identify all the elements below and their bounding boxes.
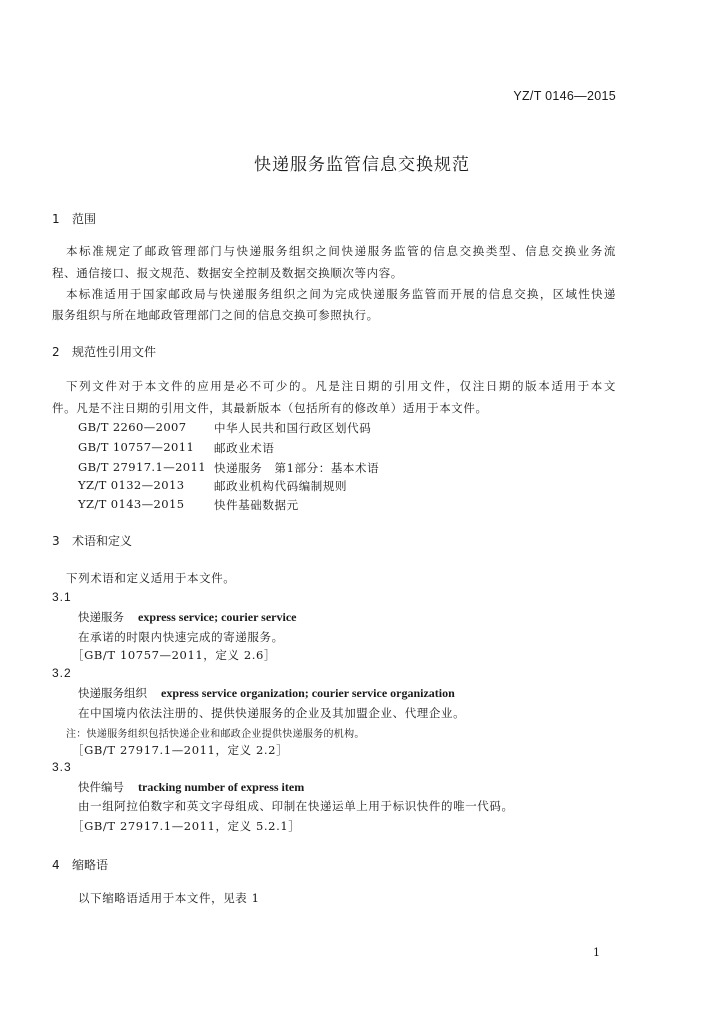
section-title: 范围	[72, 212, 97, 226]
term-english: express service organization; courier service organization	[161, 686, 455, 700]
term-source: ［GB/T 27917.1—2011，定义 5.2.1］	[72, 819, 301, 833]
term-heading	[78, 609, 296, 625]
section-3-heading	[52, 532, 132, 549]
reference-name: 快递服务 第1部分：基本术语	[214, 461, 380, 475]
scope-para1-line2: 程、通信接口、报文规范、数据安全控制及数据交换顺次等内容。	[52, 266, 403, 280]
term-english: tracking number of express item	[138, 780, 305, 794]
scope-para2-line2: 服务组织与所在地邮政管理部门之间的信息交换可参照执行。	[52, 308, 379, 322]
section-title: 术语和定义	[72, 534, 133, 548]
reference-code: YZ/T 0132—2013	[78, 478, 185, 492]
terms-intro: 下列术语和定义适用于本文件。	[66, 571, 236, 585]
section-title: 规范性引用文件	[72, 345, 157, 359]
term-number: 3.3	[52, 760, 72, 774]
term-definition: 由一组阿拉伯数字和英文字母组成、印制在快递运单上用于标识快件的唯一代码。	[78, 799, 514, 813]
scope-para2-line1: 本标准适用于国家邮政局与快递服务组织之间为完成快递服务监管而开展的信息交换，区域性快递	[66, 287, 616, 301]
standard-code: YZ/T 0146—2015	[513, 89, 616, 103]
term-chinese: 快递服务组织	[78, 686, 147, 700]
reference-name: 快件基础数据元	[214, 498, 299, 512]
term-chinese: 快件编号	[78, 780, 124, 794]
term-heading	[78, 779, 304, 795]
section-1-heading	[52, 210, 96, 227]
reference-code: GB/T 10757—2011	[78, 440, 195, 454]
section-2-heading	[52, 343, 156, 360]
section-number: 4	[52, 858, 60, 872]
references-intro-line1: 下列文件对于本文件的应用是必不可少的。凡是注日期的引用文件，仅注日期的版本适用于本文	[66, 379, 616, 393]
page-number: 1	[593, 946, 600, 959]
section-number: 1	[52, 212, 60, 226]
section-number: 3	[52, 534, 60, 548]
abbreviations-intro: 以下缩略语适用于本文件，见表 1	[78, 891, 260, 905]
reference-code: GB/T 27917.1—2011	[78, 460, 206, 474]
reference-code: YZ/T 0143—2015	[78, 497, 185, 511]
reference-name: 邮政业术语	[214, 441, 275, 455]
term-source: ［GB/T 27917.1—2011，定义 2.2］	[72, 743, 289, 757]
term-english: express service; courier service	[138, 610, 297, 624]
reference-name: 中华人民共和国行政区划代码	[214, 421, 372, 435]
scope-para1-line1: 本标准规定了邮政管理部门与快递服务组织之间快递服务监管的信息交换类型、信息交换业务流	[66, 244, 616, 258]
term-heading	[78, 685, 455, 701]
term-chinese: 快递服务	[78, 610, 124, 624]
reference-code: GB/T 2260—2007	[78, 420, 187, 434]
references-intro-line2: 件。凡是不注日期的引用文件，其最新版本（包括所有的修改单）适用于本文件。	[52, 401, 488, 415]
term-definition: 在承诺的时限内快速完成的寄递服务。	[78, 630, 284, 644]
section-title: 缩略语	[72, 858, 109, 872]
term-number: 3.1	[52, 590, 72, 604]
term-definition: 在中国境内依法注册的、提供快递服务的企业及其加盟企业、代理企业。	[78, 706, 466, 720]
reference-name: 邮政业机构代码编制规则	[214, 479, 348, 493]
section-4-heading	[52, 856, 108, 873]
document-title: 快递服务监管信息交换规范	[254, 155, 470, 175]
section-number: 2	[52, 345, 60, 359]
term-source: ［GB/T 10757—2011，定义 2.6］	[72, 648, 277, 662]
term-note: 注：快递服务组织包括快递企业和邮政企业提供快递服务的机构。	[66, 729, 365, 740]
term-number: 3.2	[52, 666, 72, 680]
